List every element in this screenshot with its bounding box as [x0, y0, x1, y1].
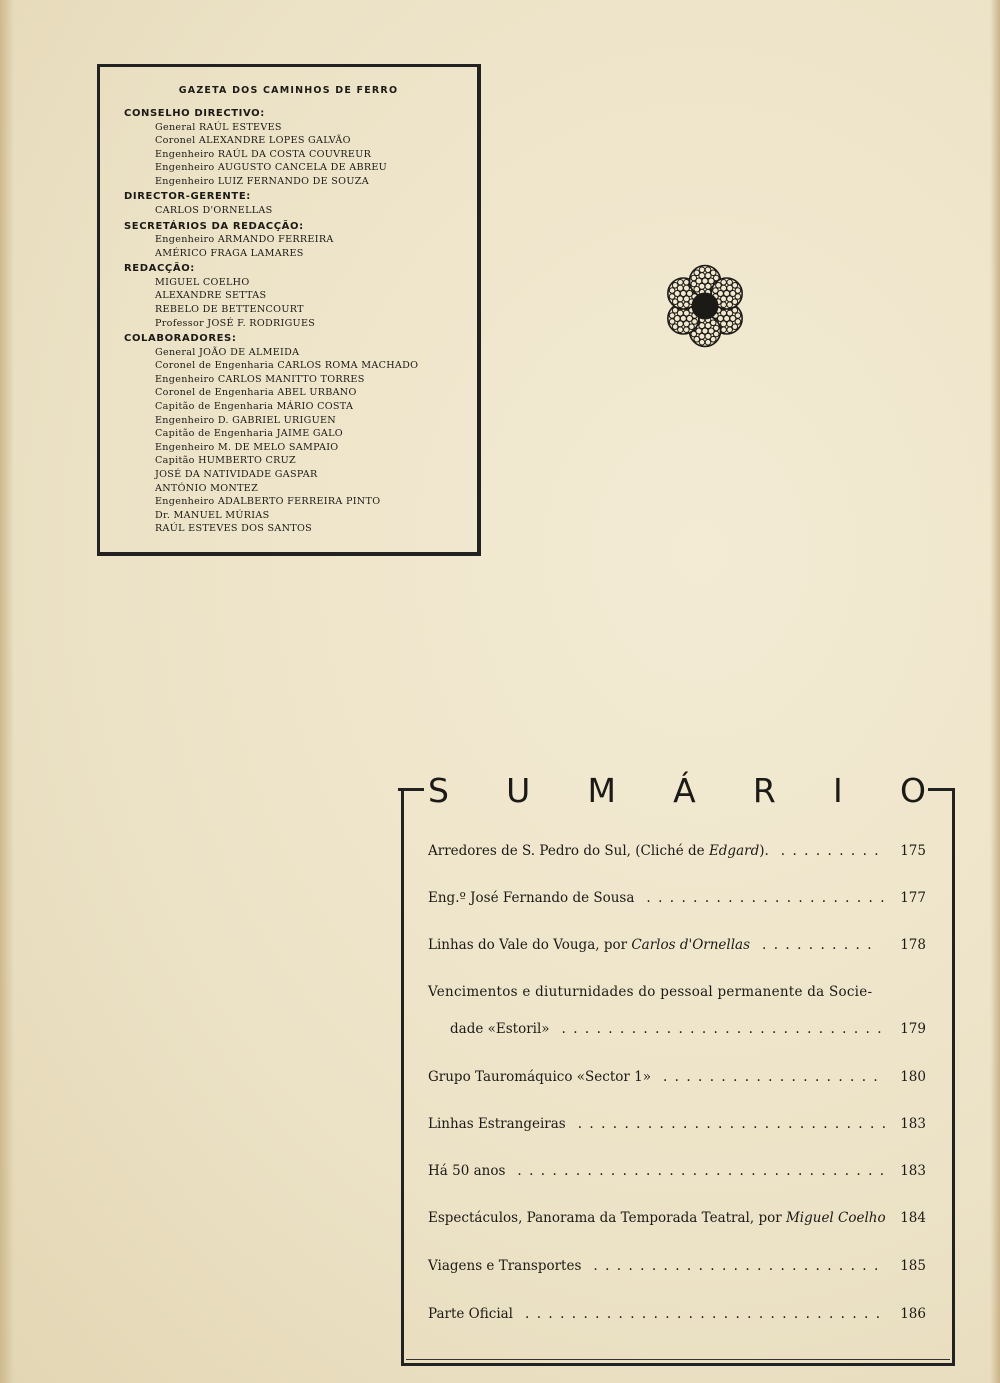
- masthead-name-line: Engenheiro D. GABRIEL URIGUEN: [155, 414, 336, 426]
- toc-entry: [428, 1114, 926, 1134]
- toc-entry-page: 183: [900, 1116, 926, 1132]
- masthead-box: [97, 64, 481, 556]
- toc-entry-page: 177: [900, 890, 926, 906]
- toc-entry-title: Linhas do Vale do Vouga, por Carlos d'Ornellas: [428, 937, 751, 953]
- masthead-name-line: General JOÃO DE ALMEIDA: [155, 346, 300, 358]
- page-edge-right: [990, 0, 1000, 1383]
- toc-entry: [428, 1256, 926, 1276]
- toc-dot-leader: .....................: [646, 890, 892, 906]
- masthead-name-line: Engenheiro M. DE MELO SAMPAIO: [155, 441, 339, 453]
- toc-entry: [428, 982, 926, 1002]
- masthead-name-line: Capitão de Engenharia JAIME GALO: [155, 428, 343, 440]
- masthead-name-line: JOSÉ DA NATIVIDADE GASPAR: [155, 468, 318, 480]
- toc-entry-title: Viagens e Transportes: [428, 1258, 582, 1274]
- masthead-name-line: Dr. MANUEL MÚRIAS: [155, 509, 270, 521]
- toc-entry-title: Linhas Estrangeiras: [428, 1116, 566, 1132]
- masthead-name-line: Coronel de Engenharia ABEL URBANO: [155, 387, 357, 399]
- masthead-section-heading: REDACÇÃO:: [124, 263, 195, 275]
- toc-entry-title: Espectáculos, Panorama da Temporada Teatral, por Miguel Coelho: [428, 1210, 886, 1226]
- toc-entry: [428, 888, 926, 908]
- toc-entry-title: dade «Estoril»: [450, 1021, 550, 1037]
- toc-entry-page: 186: [900, 1306, 926, 1322]
- toc-entry-title: Arredores de S. Pedro do Sul, (Cliché de Edgard).: [428, 843, 769, 859]
- toc-entry-page: 180: [900, 1069, 926, 1085]
- sumario-title-letter: I: [833, 771, 843, 810]
- masthead-name-line: Engenheiro CARLOS MANITTO TORRES: [155, 373, 365, 385]
- toc-entry-page: 178: [900, 937, 926, 953]
- masthead-name-line: Capitão HUMBERTO CRUZ: [155, 455, 296, 467]
- masthead-name-line: RAÚL ESTEVES DOS SANTOS: [155, 523, 312, 535]
- masthead-name-line: Engenheiro LUIZ FERNANDO DE SOUZA: [155, 175, 369, 187]
- toc-entry: [428, 1208, 926, 1228]
- sumario-title-letter: R: [752, 771, 776, 810]
- toc-entry: [428, 841, 926, 861]
- masthead-name-line: Capitão de Engenharia MÁRIO COSTA: [155, 401, 354, 412]
- masthead-name-line: Coronel ALEXANDRE LOPES GALVÃO: [155, 135, 351, 147]
- toc-entry: [428, 935, 926, 955]
- masthead-name-line: Professor JOSÉ F. RODRIGUES: [155, 317, 316, 329]
- toc-entry-page: 184: [900, 1210, 926, 1226]
- masthead-name-line: ANTÓNIO MONTEZ: [155, 482, 259, 494]
- sumario-title-letter: S: [428, 771, 449, 810]
- masthead-name-line: REBELO DE BETTENCOURT: [155, 303, 304, 315]
- toc-entry-page: 175: [900, 843, 926, 859]
- masthead-section-heading: SECRETÁRIOS DA REDACÇÃO:: [124, 220, 304, 232]
- sumario-title-letter: U: [506, 771, 531, 810]
- sumario-title-letter: O: [899, 771, 926, 810]
- masthead-section-heading: DIRECTOR-GERENTE:: [124, 191, 251, 203]
- masthead-name-line: CARLOS D'ORNELLAS: [155, 204, 273, 216]
- toc-dot-leader: ...........................: [577, 1116, 894, 1132]
- toc-entry-title: Parte Oficial: [428, 1306, 514, 1322]
- toc-entry-title: Grupo Tauromáquico «Sector 1»: [428, 1069, 651, 1085]
- masthead-name-line: General RAÚL ESTEVES: [155, 121, 282, 133]
- masthead-section-heading: CONSELHO DIRECTIVO:: [124, 108, 265, 119]
- sumario-title: [428, 766, 926, 816]
- toc-entry-page: 183: [900, 1163, 926, 1179]
- masthead-name-line: Engenheiro ARMANDO FERREIRA: [155, 234, 334, 246]
- toc-entry: [428, 1161, 926, 1181]
- toc-dot-leader: .........................: [593, 1258, 886, 1274]
- toc-dot-leader: ...................: [662, 1069, 886, 1085]
- masthead-name-line: Coronel de Engenharia CARLOS ROMA MACHADO: [155, 360, 419, 372]
- toc-dot-leader: ...............................: [525, 1306, 888, 1322]
- toc-entry-page: 179: [900, 1021, 926, 1037]
- toc-entry-title: Eng.º José Fernando de Sousa: [428, 890, 635, 906]
- masthead-name-line: Engenheiro RAÚL DA COSTA COUVREUR: [155, 148, 372, 160]
- wire-rope-emblem-icon: [662, 263, 748, 349]
- page-edge-left: [0, 0, 14, 1383]
- toc-entry-page: 185: [900, 1258, 926, 1274]
- toc-entry: [428, 1019, 926, 1039]
- masthead-body: [124, 105, 469, 536]
- sumario-title-letter: Á: [673, 771, 696, 810]
- toc-dot-leader: .........: [780, 843, 886, 859]
- masthead-title: GAZETA DOS CAMINHOS DE FERRO: [178, 85, 399, 96]
- masthead-name-line: MIGUEL COELHO: [155, 276, 250, 288]
- toc-entry-title: Há 50 anos: [428, 1163, 506, 1179]
- toc-dot-leader: ..........: [762, 937, 879, 953]
- toc-entry: [428, 1304, 926, 1324]
- toc-dot-leader: ................................: [517, 1163, 892, 1179]
- masthead-section-heading: COLABORADORES:: [124, 333, 237, 345]
- toc-entry-title: Vencimentos e diuturnidades do pessoal permanente da Socie-: [428, 984, 873, 1000]
- masthead-name-line: Engenheiro AUGUSTO CANCELA DE ABREU: [155, 162, 388, 174]
- masthead-name-line: AMÉRICO FRAGA LAMARES: [155, 247, 304, 259]
- masthead-name-line: Engenheiro ADALBERTO FERREIRA PINTO: [155, 496, 381, 508]
- toc-dot-leader: ............................: [561, 1021, 889, 1037]
- sumario-title-letter: M: [587, 771, 616, 810]
- masthead-name-line: ALEXANDRE SETTAS: [155, 290, 267, 302]
- toc-entry: [428, 1067, 926, 1087]
